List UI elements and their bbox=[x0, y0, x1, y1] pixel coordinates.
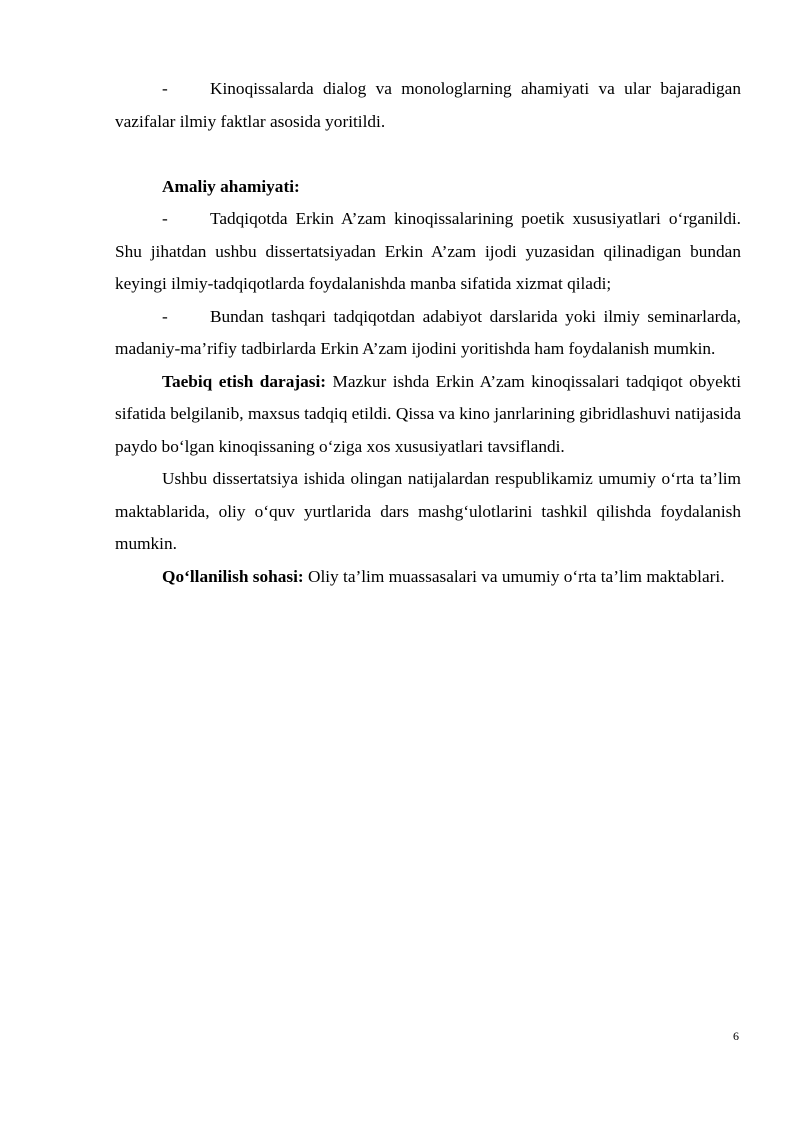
list-dash: - bbox=[162, 79, 168, 98]
paragraph-dialog-monolog bbox=[115, 73, 741, 138]
section-heading-amaliy: Amaliy ahamiyati: bbox=[162, 176, 300, 196]
paragraph-text: Oliy ta’lim muassasalari va umumiy o‘rta ta’lim maktablari. bbox=[303, 566, 725, 586]
paragraph-text: Bundan tashqari tadqiqotdan adabiyot darslarida yoki ilmiy seminarlarda, madaniy-ma’rifiy tadbirlarda Erkin A’zam ijodini yoritishda ham foydalanish mumkin. bbox=[115, 306, 741, 358]
list-dash: - bbox=[162, 209, 168, 228]
paragraph-poetik bbox=[115, 203, 741, 301]
paragraph-bundan-tashqari bbox=[115, 301, 741, 366]
blank-line bbox=[115, 138, 741, 171]
paragraph-label: Qo‘llanilish sohasi: bbox=[162, 566, 304, 586]
paragraph-text: Ushbu dissertatsiya ishida olingan natijalardan respublikamiz umumiy o‘rta ta’lim maktablarida, oliy o‘quv yurtlarida dars mashg‘ulotlarini tashkil qilishda foydalanish mumkin. bbox=[115, 469, 741, 553]
paragraph-text: Kinoqissalarda dialog va monologlarning ahamiyati va ular bajaradigan vazifalar ilmiy faktlar asosida yoritildi. bbox=[115, 79, 741, 131]
paragraph-text: Tadqiqotda Erkin A’zam kinoqissalarining poetik xususiyatlari o‘rganildi. Shu jihatdan ushbu dissertatsiyadan Erkin A’zam ijodi yuzasidan qilinadigan bundan keyingi ilmiy-tadqiqotlarda foydalanishda manba sifatida xizmat qiladi; bbox=[115, 209, 741, 293]
paragraph-ushbu bbox=[115, 463, 741, 561]
paragraph-taebiq bbox=[115, 366, 741, 464]
paragraph-qollanilish bbox=[115, 561, 741, 594]
document-body bbox=[115, 73, 741, 593]
page-number: 6 bbox=[733, 1029, 739, 1043]
list-dash: - bbox=[162, 306, 168, 326]
paragraph-text: Mazkur ishda Erkin A’zam kinoqissalari tadqiqot obyekti sifatida belgilanib, maxsus tadqiq etildi. Qissa va kino janrlarining gibridlashuvi natijasida paydo bo‘lgan kinoqissaning o‘ziga xos xususiyatlari tavsiflandi. bbox=[115, 371, 741, 456]
paragraph-label: Taebiq etish darajasi: bbox=[162, 371, 327, 391]
